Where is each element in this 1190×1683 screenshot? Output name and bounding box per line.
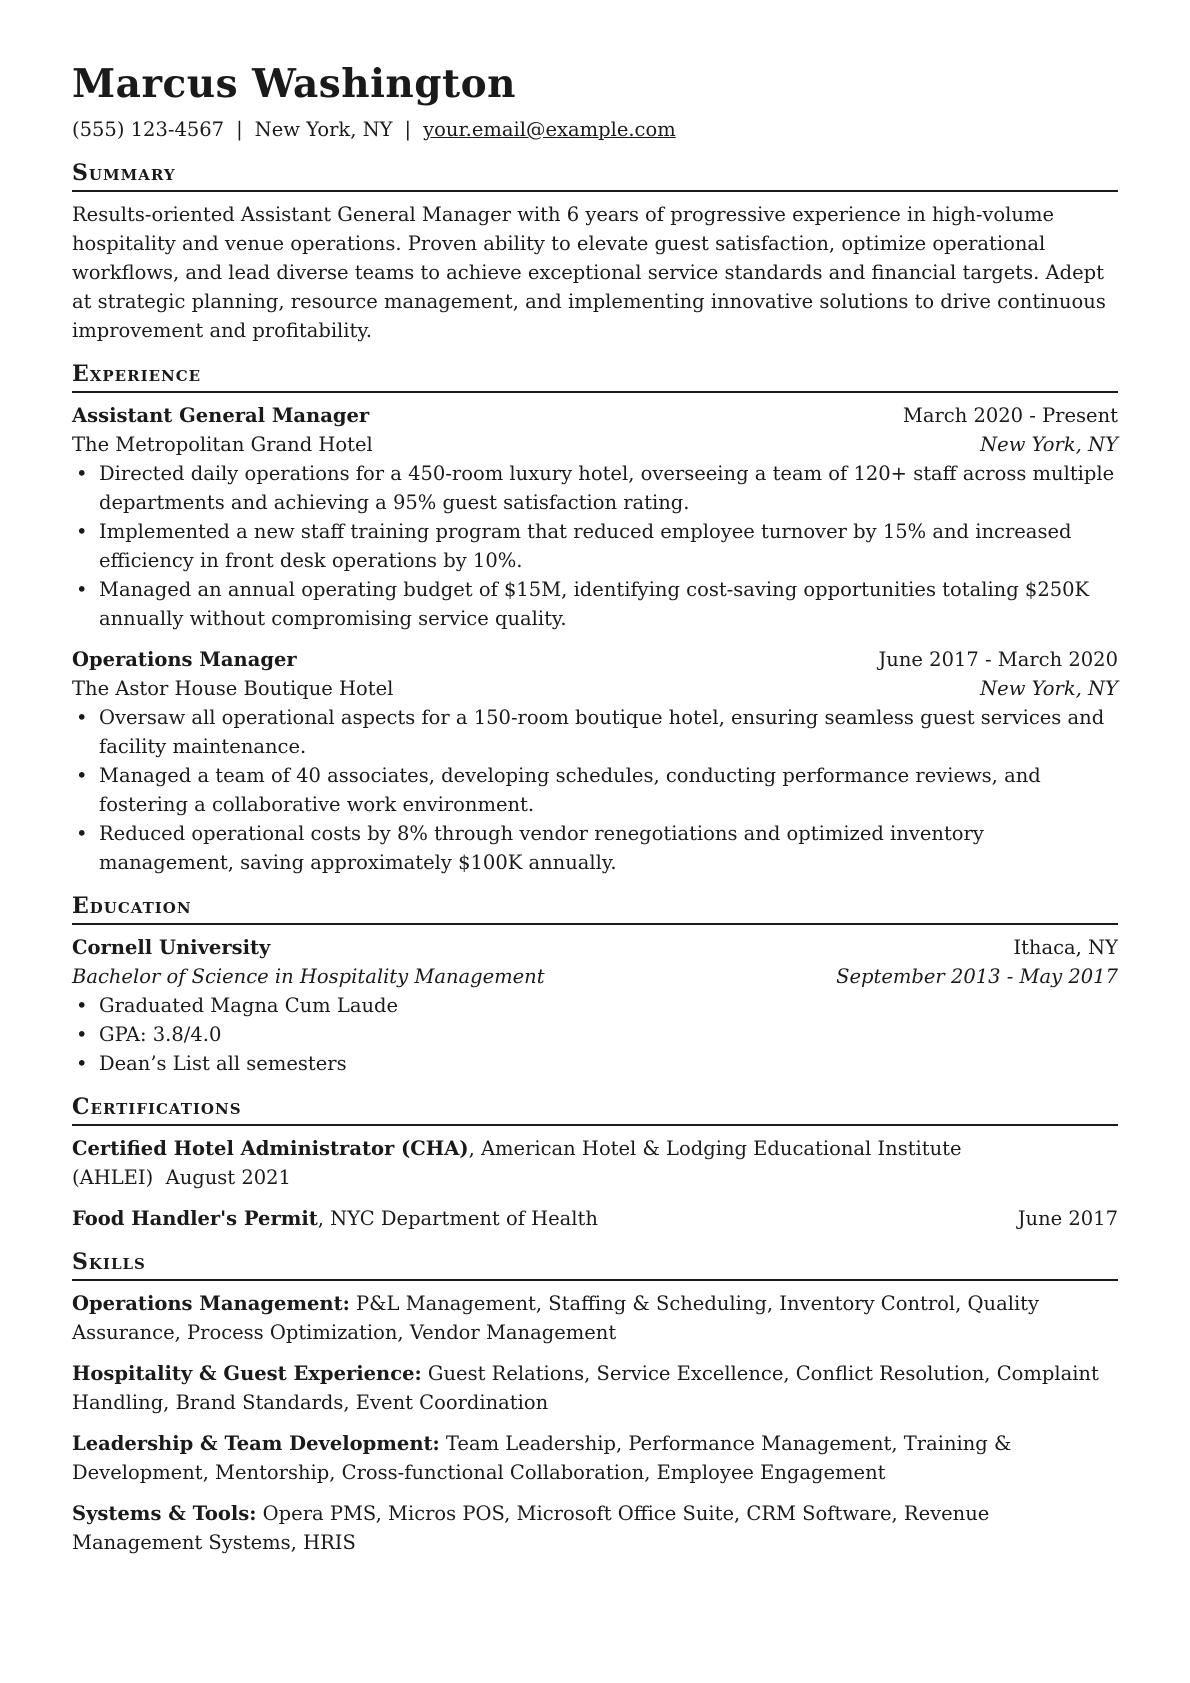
certification-date: June 2017 (1017, 1207, 1118, 1230)
list-item: • Managed a team of 40 associates, developing schedules, conducting performance reviews, and fostering a collaborative work environment. (99, 761, 1118, 819)
certification-issuer: , NYC Department of Health (317, 1207, 598, 1230)
company-name: The Metropolitan Grand Hotel (72, 433, 373, 456)
summary-section (72, 158, 1118, 345)
skill-list: Guest Relations, Service Excellence, Conflict Resolution, Complaint Handling, Brand Standards, Event Coordination (72, 1362, 1099, 1414)
location: New York, NY (254, 118, 393, 141)
certification-name: Certified Hotel Administrator (CHA) (72, 1137, 469, 1160)
summary-text: Results-oriented Assistant General Manager with 6 years of progressive experience in high-volume hospitality and venue operations. Proven ability to elevate guest satisfaction, optimize operational workflows, and lead diverse teams to achieve exceptional service standards and financial targets. Adept at strategic planning, resource management, and implementing innovative solutions to drive continuous improvement and profitability. (72, 203, 1106, 342)
skill-label: Hospitality & Guest Experience: (72, 1362, 422, 1385)
job-bullets (72, 703, 1118, 877)
school-location: Ithaca, NY (1013, 936, 1118, 959)
job-dates: June 2017 - March 2020 (878, 648, 1118, 671)
list-item: • Graduated Magna Cum Laude (99, 991, 1118, 1020)
job-location: New York, NY (980, 433, 1118, 456)
skill-group (72, 1289, 1118, 1347)
section-title-certifications: Certifications (72, 1092, 1118, 1126)
section-title-skills: Skills (72, 1247, 1118, 1281)
list-item: • Managed an annual operating budget of $15M, identifying cost-saving opportunities totaling $250K annually without compromising service quality. (99, 575, 1118, 633)
list-item: • Dean’s List all semesters (99, 1049, 1118, 1078)
job-title: Assistant General Manager (72, 404, 370, 427)
education-bullets (72, 991, 1118, 1078)
skill-label: Systems & Tools: (72, 1502, 257, 1525)
contact-separator: | (404, 118, 412, 141)
job-entry (72, 401, 1118, 633)
contact-line (72, 116, 1118, 144)
list-item: • Directed daily operations for a 450-room luxury hotel, overseeing a team of 120+ staff across multiple departments and achieving a 95% guest satisfaction rating. (99, 459, 1118, 517)
job-entry (72, 645, 1118, 877)
phone-number: (555) 123-4567 (72, 118, 225, 141)
candidate-name: Marcus Washington (72, 61, 516, 107)
job-title: Operations Manager (72, 648, 297, 671)
certification-date: August 2021 (165, 1166, 291, 1189)
education-dates: September 2013 - May 2017 (836, 965, 1118, 988)
certification-entry (72, 1204, 1118, 1233)
skill-list: Team Leadership, Performance Management, Training & Development, Mentorship, Cross-functional Collaboration, Employee Engagement (72, 1432, 1012, 1484)
section-title-summary: Summary (72, 158, 1118, 192)
degree: Bachelor of Science in Hospitality Management (72, 965, 545, 988)
skill-list: Opera PMS, Micros POS, Microsoft Office Suite, CRM Software, Revenue Management Systems, HRIS (72, 1502, 990, 1554)
skills-section (72, 1247, 1118, 1557)
list-item: • Implemented a new staff training program that reduced employee turnover by 15% and increased efficiency in front desk operations by 10%. (99, 517, 1118, 575)
skill-group (72, 1359, 1118, 1417)
list-item: • GPA: 3.8/4.0 (99, 1020, 1118, 1049)
skill-group (72, 1499, 1118, 1557)
list-item: • Oversaw all operational aspects for a 150-room boutique hotel, ensuring seamless guest services and facility maintenance. (99, 703, 1118, 761)
skill-label: Operations Management: (72, 1292, 350, 1315)
certification-entry (72, 1134, 1118, 1192)
skill-list: P&L Management, Staffing & Scheduling, Inventory Control, Quality Assurance, Process Optimization, Vendor Management (72, 1292, 1040, 1344)
experience-section (72, 359, 1118, 877)
certification-issuer: , American Hotel & Lodging Educational Institute (AHLEI) (72, 1137, 962, 1189)
job-bullets (72, 459, 1118, 633)
job-location: New York, NY (980, 677, 1118, 700)
section-title-education: Education (72, 891, 1118, 925)
certification-name: Food Handler's Permit (72, 1207, 318, 1230)
contact-separator: | (236, 118, 243, 141)
section-title-experience: Experience (72, 359, 1118, 393)
education-section (72, 891, 1118, 1078)
email-link[interactable]: your.email@example.com (423, 118, 676, 141)
skill-group (72, 1429, 1118, 1487)
skill-label: Leadership & Team Development: (72, 1432, 440, 1455)
company-name: The Astor House Boutique Hotel (72, 677, 394, 700)
certifications-section (72, 1092, 1118, 1233)
school-name: Cornell University (72, 936, 271, 959)
job-dates: March 2020 - Present (902, 404, 1118, 427)
list-item: • Reduced operational costs by 8% through vendor renegotiations and optimized inventory management, saving approximately $100K annually. (99, 819, 1118, 877)
